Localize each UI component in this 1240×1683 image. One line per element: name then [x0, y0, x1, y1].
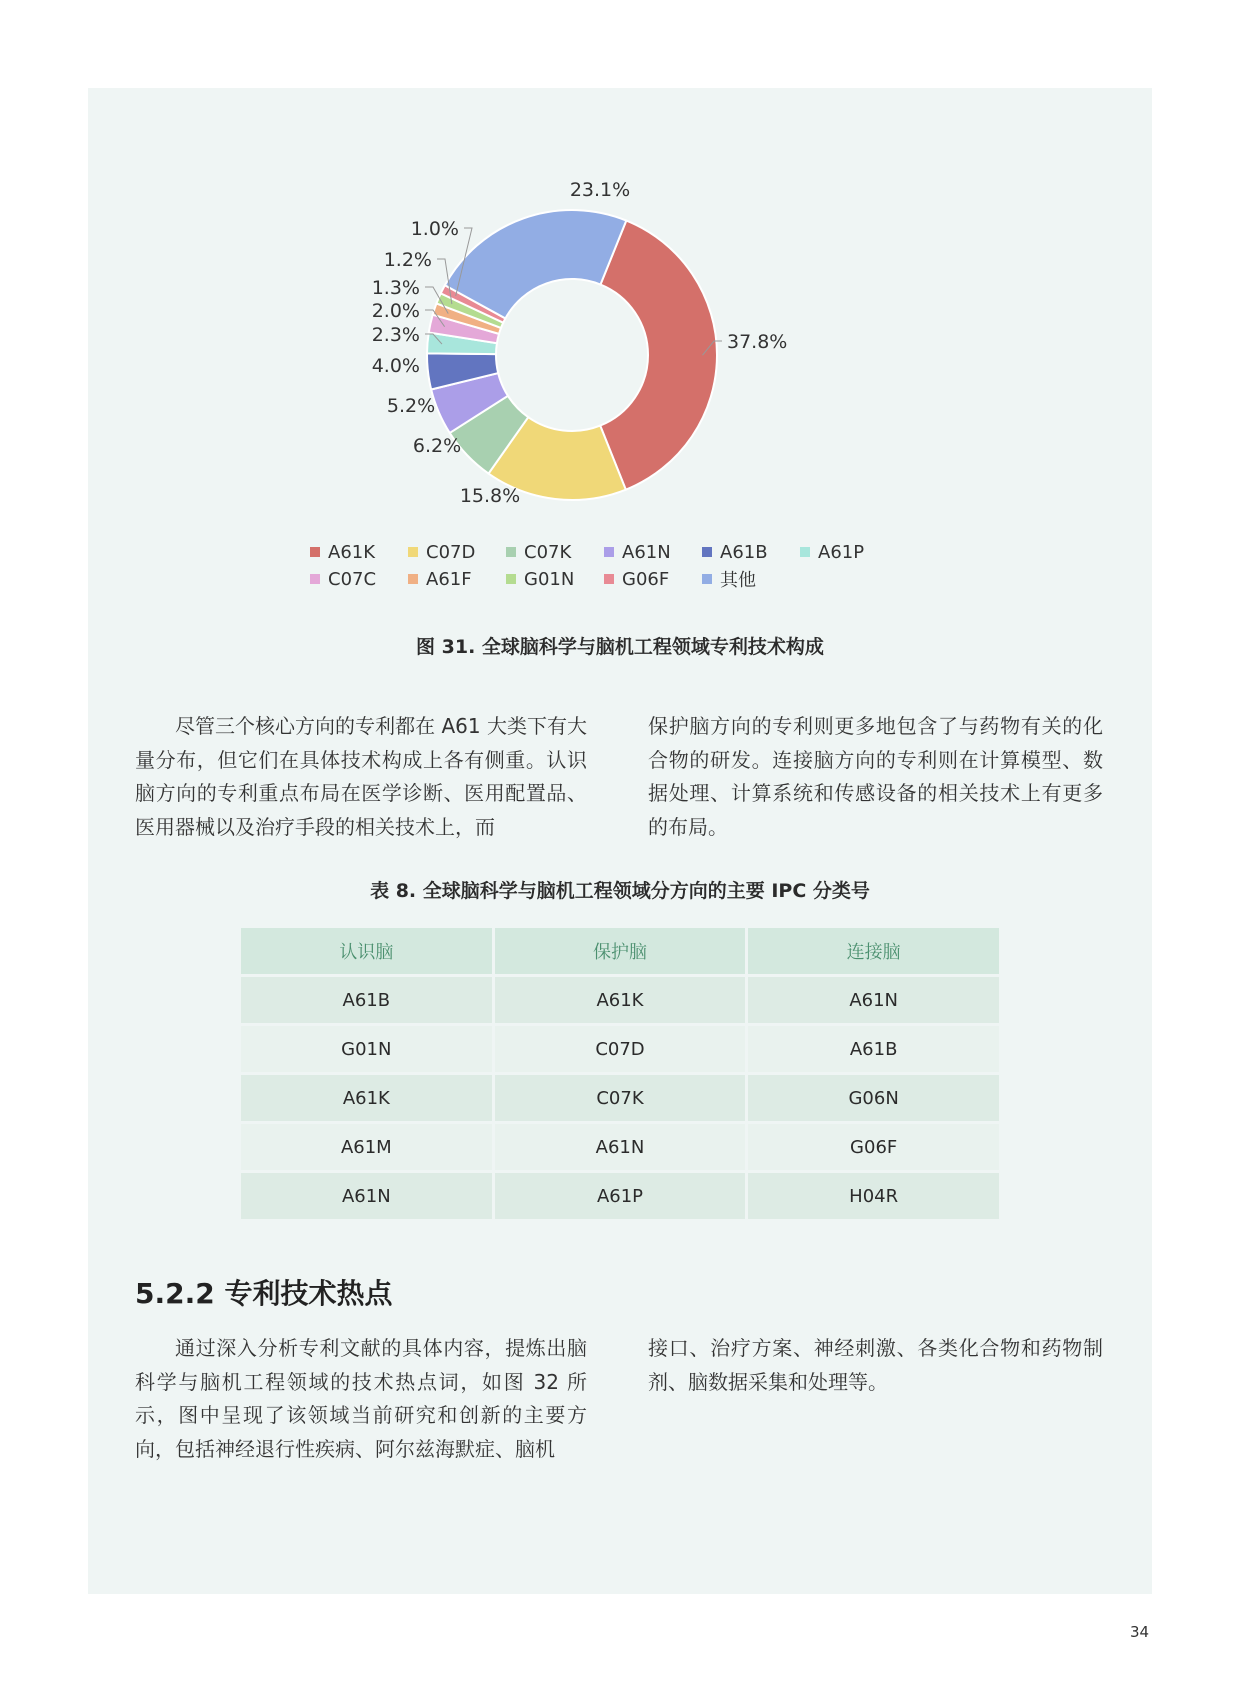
legend-item	[506, 541, 604, 563]
legend-item	[506, 568, 604, 590]
table-cell: A61K	[495, 977, 746, 1023]
legend-label: A61N	[622, 541, 671, 563]
legend-item	[310, 541, 408, 563]
legend-label: C07K	[524, 541, 572, 563]
donut-chart	[0, 0, 1240, 540]
legend-label: A61K	[328, 541, 376, 563]
legend-item	[408, 568, 506, 590]
data-label-A61K: 37.8%	[727, 331, 788, 353]
data-label-A61P: 2.3%	[371, 324, 420, 346]
table-row	[241, 1075, 999, 1121]
table-row	[241, 977, 999, 1023]
table-header-cell: 认识脑	[241, 928, 492, 974]
data-label-C07K: 6.2%	[412, 435, 462, 457]
table-cell: A61P	[495, 1173, 746, 1219]
ipc-table	[238, 925, 1002, 1222]
legend-item	[702, 568, 800, 590]
legend-swatch	[310, 574, 320, 584]
table-cell: A61M	[241, 1124, 492, 1170]
table-row	[241, 1173, 999, 1219]
legend-item	[604, 541, 702, 563]
table-cell: A61B	[241, 977, 492, 1023]
legend-item	[408, 541, 506, 563]
paragraph-2-left: 通过深入分析专利文献的具体内容，提炼出脑科学与脑机工程领域的技术热点词，如图 32 所示，图中呈现了该领域当前研究和创新的主要方向，包括神经退行性疾病、阿尔兹海默症、脑机	[135, 1336, 587, 1461]
table-caption: 表 8. 全球脑科学与脑机工程领域分方向的主要 IPC 分类号	[370, 880, 870, 902]
legend-swatch	[604, 574, 614, 584]
legend-label: 其他	[720, 570, 756, 591]
table-cell: A61K	[241, 1075, 492, 1121]
legend-item	[800, 541, 898, 563]
pie-slice-A61K	[600, 221, 717, 490]
legend-label: A61F	[426, 568, 472, 590]
legend-swatch	[310, 547, 320, 557]
paragraph-1-left: 尽管三个核心方向的专利都在 A61 大类下有大量分布，但它们在具体技术构成上各有侧重。认识脑方向的专利重点布局在医学诊断、医用配置品、医用器械以及治疗手段的相关技术上，而	[135, 714, 587, 839]
paragraph-2-right: 接口、治疗方案、神经刺激、各类化合物和药物制剂、脑数据采集和处理等。	[648, 1336, 1103, 1394]
legend-item	[702, 541, 800, 563]
legend-swatch	[800, 547, 810, 557]
data-label-C07D: 15.8%	[459, 485, 521, 507]
figure-caption: 图 31. 全球脑科学与脑机工程领域专利技术构成	[416, 636, 824, 658]
table-cell: G01N	[241, 1026, 492, 1072]
table-cell: C07K	[495, 1075, 746, 1121]
table-cell: A61N	[241, 1173, 492, 1219]
page-number: 34	[1130, 1623, 1150, 1641]
legend-swatch	[506, 574, 516, 584]
legend-swatch	[702, 574, 712, 584]
data-label-A61N: 5.2%	[386, 395, 436, 417]
data-label-A61F: 1.3%	[371, 277, 420, 299]
table-header-cell: 保护脑	[495, 928, 746, 974]
legend-swatch	[604, 547, 614, 557]
legend-label: G06F	[622, 568, 670, 590]
legend-swatch	[408, 574, 418, 584]
table-cell: H04R	[748, 1173, 999, 1219]
legend-label: C07C	[328, 568, 377, 590]
data-label-G06F: 1.0%	[410, 218, 459, 240]
table-cell: A61B	[748, 1026, 999, 1072]
table-cell: G06N	[748, 1075, 999, 1121]
table-header-cell: 连接脑	[748, 928, 999, 974]
table-cell: A61N	[495, 1124, 746, 1170]
legend-swatch	[506, 547, 516, 557]
table-row	[241, 1124, 999, 1170]
legend-item	[604, 568, 702, 590]
legend-swatch	[408, 547, 418, 557]
table-cell: G06F	[748, 1124, 999, 1170]
table-cell: C07D	[495, 1026, 746, 1072]
table-row	[241, 1026, 999, 1072]
paragraph-1-right: 保护脑方向的专利则更多地包含了与药物有关的化合物的研发。连接脑方向的专利则在计算模型、数据处理、计算系统和传感设备的相关技术上有更多的布局。	[648, 714, 1103, 839]
table-cell: A61N	[748, 977, 999, 1023]
legend-swatch	[702, 547, 712, 557]
data-label-其他: 23.1%	[569, 179, 631, 201]
data-label-G01N: 1.2%	[383, 249, 432, 271]
chart-legend	[310, 541, 930, 590]
data-label-A61B: 4.0%	[371, 355, 420, 377]
legend-label: C07D	[426, 541, 476, 563]
section-heading: 5.2.2 专利技术热点	[135, 1277, 393, 1310]
legend-label: A61P	[818, 541, 865, 563]
legend-label: G01N	[524, 568, 575, 590]
data-label-C07C: 2.0%	[371, 300, 420, 322]
legend-item	[310, 568, 408, 590]
table-header-row	[241, 928, 999, 974]
legend-label: A61B	[720, 541, 768, 563]
